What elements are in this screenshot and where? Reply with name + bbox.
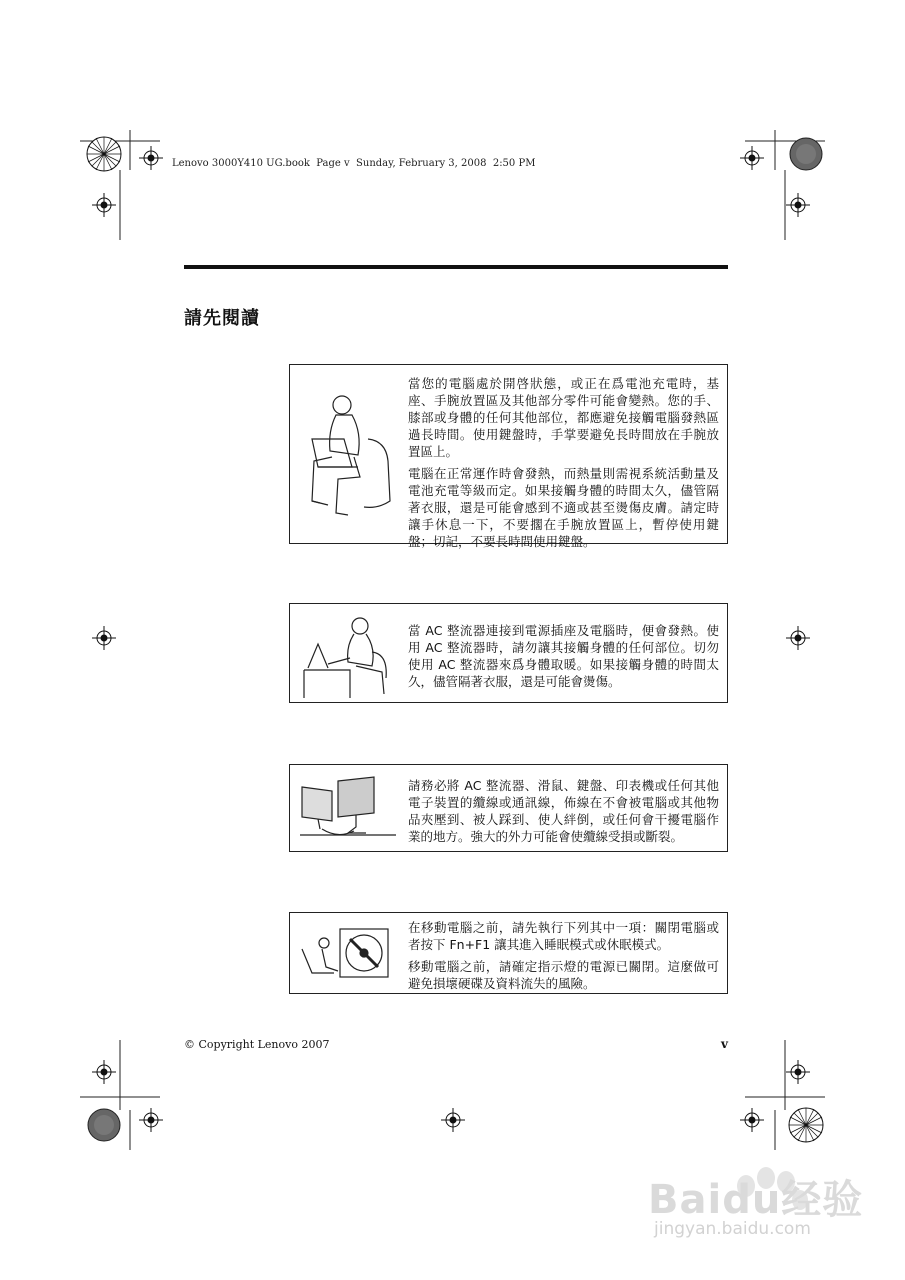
print-header-line: Lenovo 3000Y410 UG.book Page v Sunday, February 3, 2008 2:50 PM — [172, 158, 536, 169]
watermark-url: jingyan.baidu.com — [654, 1219, 811, 1239]
copyright-text: © Copyright Lenovo 2007 — [184, 1038, 330, 1051]
notice-paragraph: 在移動電腦之前，請先執行下列其中一項：關閉電腦或者按下 Fn+F1 讓其進入睡眠模式或休眠模式。 — [408, 920, 719, 952]
notice-box-ac-adapter-heat — [289, 603, 728, 703]
notice-paragraph: 請務必將 AC 整流器、滑鼠、鍵盤、印表機或任何其他電子裝置的纜線或通訊線，佈線在不會被電腦或其他物品夾壓到、被人踩到、使人絆倒，或任何會干擾電腦作業的地方。強大的外力可能會使纜線受損或斷裂。 — [408, 778, 719, 844]
person-laptop-on-lap-illustration — [298, 381, 398, 531]
notice-box-moving-computer — [289, 912, 728, 994]
page-title: 請先閱讀 — [184, 308, 260, 329]
notice-box-heat-lap — [289, 364, 728, 549]
notice-box-cable-routing — [289, 764, 728, 852]
section-rule — [184, 265, 728, 269]
notice-paragraph: 當您的電腦處於開啓狀態，或正在爲電池充電時，基座、手腕放置區及其他部分零件可能會變熱。您的手、膝部或身體的任何其他部位，都應避免接觸電腦發熱區過長時間。使用鍵盤時，手掌要避免長時間放在手腕放置區上。 — [408, 376, 719, 459]
watermark-brand: Baidu经验 — [648, 1177, 864, 1223]
notice-paragraph: 移動電腦之前，請確定指示燈的電源已關閉。這麼做可避免損壞硬碟及資料流失的風險。 — [408, 959, 719, 991]
no-moving-laptop-hard-disk-illustration — [298, 923, 398, 987]
notice-paragraph: 當 AC 整流器連接到電源插座及電腦時，便會發熱。使用 AC 整流器時，請勿讓其接觸身體的任何部位。切勿使用 AC 整流器來爲身體取暖。如果接觸身體的時間太久，儘管隔著衣服，還是可能會燙傷。 — [408, 623, 719, 689]
notice-paragraph: 電腦在正常運作時會發熱，而熱量則需視系統活動量及電池充電等級而定。如果接觸身體的時間太久，儘管隔著衣服，還是可能會感到不適或甚至燙傷皮膚。請定時讓手休息一下，不要擱在手腕放置區上，暫停使用鍵盤；切記，不要長時間使用鍵盤。 — [408, 466, 719, 549]
page-number: v — [721, 1037, 728, 1051]
monitors-with-cables-illustration — [298, 775, 398, 845]
person-at-desk-laptop-illustration — [298, 614, 398, 698]
